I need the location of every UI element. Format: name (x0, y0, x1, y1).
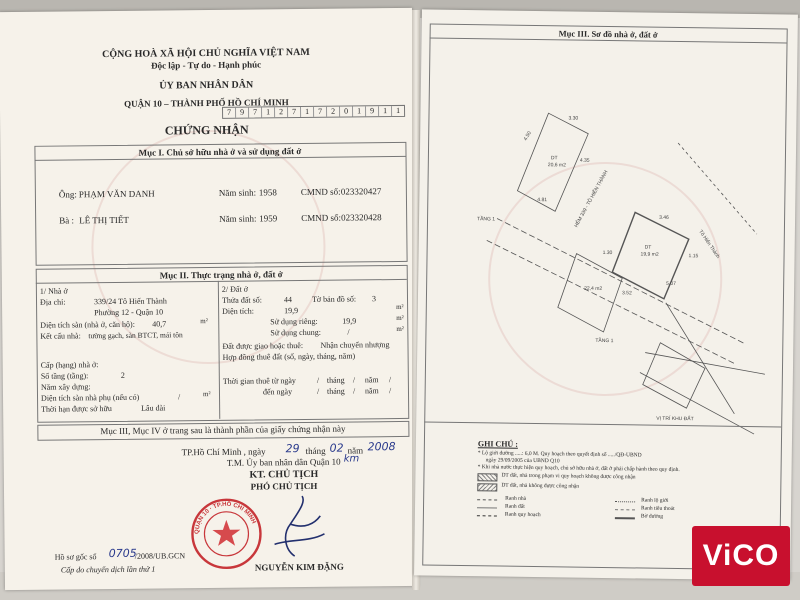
district: QUẬN 10 – THÀNH PHỐ HỒ CHÍ MINH (124, 97, 289, 109)
lease-from-month: / (352, 375, 356, 385)
authority: ỦY BAN NHÂN DÂN (159, 79, 254, 92)
signing-month-label: tháng (305, 445, 326, 456)
plot-dim-6: 1.15 (688, 253, 699, 260)
floor-area: 40,7 (152, 319, 167, 329)
issue-note: Cấp do chuyển dịch lần thứ 1 (60, 564, 156, 575)
private-area: 19,9 (342, 316, 357, 326)
serial-digit: 7 (288, 107, 301, 117)
section-3-note: Mục III, Mục IV ở trang sau là thành phần của giấy chứng nhận này (100, 423, 346, 437)
note-line-2: ngày 29/09/2005 của UBND Q10 (485, 457, 560, 465)
vice-chairman: PHÓ CHỦ TỊCH (250, 480, 318, 492)
lease-contract-label: Hợp đồng thuê đất (số, ngày, tháng, năm) (222, 351, 356, 362)
serial-digit: 2 (275, 107, 288, 117)
owner2-name: LÊ THỊ TIẾT (79, 214, 129, 226)
owner1-birth-label: Năm sinh: (218, 187, 257, 198)
seal-ring-text: QUẬN 10 · TP.HỒ CHÍ MINH (194, 501, 257, 535)
plot-area-2: 19,9 m2 (640, 251, 659, 258)
plot-floor-label: TẦNG 1 (477, 216, 496, 223)
plot-dim-8: 5.07 (666, 280, 676, 287)
document-title: CHỨNG NHẬN (164, 122, 249, 138)
serial-digit: 1 (262, 107, 275, 117)
owner1-id-label: CMND số: (300, 186, 341, 198)
map-label: Tờ bản đồ số: (311, 294, 357, 304)
serial-digit: 1 (301, 107, 314, 117)
plot-dt-label-2: DT (644, 244, 652, 251)
file-number: 0705 (108, 546, 137, 561)
section-2-title: Mục II. Thực trạng nhà ở, đất ở (159, 269, 283, 281)
signing-month: 02 (329, 441, 344, 455)
section-1-title: Mục I. Chủ sở hữu nhà ở và sử dụng đất ở (138, 146, 302, 158)
plot-road-name: HẺM 339 - TÔ HIẾN THÀNH (573, 169, 610, 229)
legend-swatch-planning (477, 473, 497, 481)
plot-area-1: 20,6 m2 (547, 162, 566, 169)
lease-to-day: / (316, 386, 320, 396)
serial-number (222, 105, 405, 119)
address-label: Địa chỉ: (39, 297, 66, 307)
serial-digit: 9 (366, 106, 379, 116)
lease-to-month-label: tháng (326, 386, 345, 396)
parcel: 44 (283, 295, 293, 305)
committee: T.M. Ủy ban nhân dân Quận 10 (226, 456, 341, 468)
note-line-4: DT đất, nhà trong phạm vi quy hoạch không được công nhận (501, 472, 636, 481)
nation-title: CỘNG HOÀ XÃ HỘI CHỦ NGHĨA VIỆT NAM (102, 46, 310, 61)
shared-area-unit: m² (396, 324, 404, 334)
note-line-1: * Lộ giới đường .....: 6,0 M. Quy hoạch theo quyết định số ...../QĐ-UBND (477, 450, 642, 459)
site-plan-drawing (424, 40, 786, 445)
shared-label: Sử dụng chung: (270, 327, 321, 338)
floor-area-unit: m² (200, 317, 208, 326)
signer-name: NGUYỄN KIM ĐẶNG (254, 561, 344, 573)
ownership-term-label: Thời hạn được sở hữu (41, 404, 112, 414)
plot-street-name: Tô Hiến Thành (697, 229, 721, 260)
vico-logo (692, 526, 790, 586)
address-line1: 339/24 Tô Hiến Thành (93, 296, 167, 307)
plot-floor-label-2: TẦNG 1 (595, 337, 614, 345)
plot-area-3: 22,4 m2 (584, 285, 603, 292)
floors: 2 (120, 370, 125, 380)
motto: Độc lập - Tự do - Hạnh phúc (150, 59, 262, 71)
shared-area: / (347, 327, 350, 337)
parcel-label: Thửa đất số: (221, 295, 262, 305)
owner1-prefix: Ông: (58, 189, 77, 200)
land-area: 19,9 (284, 306, 299, 316)
owner2-id: 023320428 (341, 212, 382, 223)
serial-digit: 2 (327, 107, 340, 117)
serial-digit: 7 (314, 107, 327, 117)
legend-swatch-unrecognized (477, 483, 497, 491)
owner1-id: 023320427 (340, 186, 382, 197)
official-seal (190, 497, 263, 570)
legend-planning: Ranh quy hoạch (504, 511, 541, 519)
plot-dim-7: 3.52 (621, 290, 632, 297)
aux-area-unit: m² (202, 389, 211, 399)
plot-dt-label: DT (550, 155, 558, 162)
legend-drainage: Ranh tiêu thoát (640, 505, 675, 512)
private-area-unit: m² (396, 313, 404, 323)
allocation-label: Đất được giao hoặc thuê: (222, 341, 304, 351)
owner2-prefix: Bà : (59, 215, 74, 226)
legend-line-road-edge (615, 517, 635, 519)
land-area-label: Diện tích: (222, 306, 254, 316)
note-line-3: * Khi nhà nước thực hiện quy hoạch, chủ sở hữu nhà ở, đất ở phải chấp hành theo quy định. (477, 464, 680, 474)
legend-road-boundary: Ranh lộ giới (641, 497, 669, 504)
plot-dim-2: 3.30 (568, 115, 579, 122)
house-heading: 1/ Nhà ở (39, 286, 68, 296)
signing-place: TP.Hồ Chí Minh , ngày (181, 446, 266, 458)
map-number: 3 (371, 294, 377, 304)
legend-land: Ranh đất (504, 503, 525, 510)
lease-from-month-label: tháng (326, 375, 345, 385)
floor-area-label: Diện tích sàn (nhà ở, căn hộ): (40, 319, 135, 330)
serial-digit: 7 (223, 108, 236, 118)
owner1-birth: 1958 (258, 187, 277, 198)
ownership-term: Lâu dài (141, 403, 166, 413)
address-line2: Phường 12 - Quận 10 (94, 307, 164, 318)
signing-year: 2008 (367, 440, 396, 454)
serial-digit: 7 (249, 107, 262, 117)
aux-area-label: Diện tích sàn nhà phụ (nếu có) (40, 392, 140, 403)
structure: tường gạch, sàn BTCT, mái tôn (88, 330, 183, 341)
lease-to-label: đến ngày (262, 387, 293, 397)
file-suffix: /2008/UB.GCN (134, 551, 186, 561)
lease-to-year-label: năm (364, 386, 379, 396)
lease-from-day: / (316, 375, 320, 385)
owner1-name: PHẠM VĂN DANH (78, 188, 155, 200)
land-area-unit: m² (396, 302, 404, 312)
lease-to-year: / (388, 386, 392, 396)
grade-label: Cấp (hạng) nhà ở: (40, 360, 99, 370)
plot-position-label: VỊ TRÍ KHU ĐẤT (656, 415, 694, 423)
legend-road-edge: Bờ đường (640, 513, 664, 520)
lease-from-year-label: năm (364, 375, 379, 385)
signing-day: 29 (285, 442, 300, 456)
build-year-label: Năm xây dựng: (40, 382, 91, 392)
committee-mark: km (343, 453, 360, 465)
file-label: Hồ sơ gốc số (54, 552, 97, 562)
note-line-5: DT đất, nhà không được công nhận (501, 482, 580, 490)
certificate-right-page (414, 9, 798, 580)
signing-year-label: năm (347, 445, 364, 456)
serial-digit: 9 (236, 108, 249, 118)
plot-dim-1: 4.50 (522, 130, 533, 142)
lease-from-year: / (388, 375, 392, 385)
plot-dim-5: 3.46 (659, 214, 669, 221)
parcel-position (642, 343, 705, 409)
kt-chairman: KT. CHỦ TỊCH (249, 468, 319, 481)
section-owners (34, 142, 407, 266)
serial-digit: 1 (395, 105, 401, 116)
serial-digit: 1 (353, 106, 366, 116)
plot-dim-9: 1.30 (602, 249, 613, 257)
certificate-left-page (0, 8, 418, 590)
lease-from-label: Thời gian thuê từ ngày (222, 376, 296, 386)
aux-area: / (177, 392, 181, 402)
private-label: Sử dụng riêng: (270, 316, 318, 327)
legend-house: Ranh nhà (505, 495, 527, 502)
floors-label: Số tầng (tầng): (40, 371, 89, 381)
serial-digit: 0 (340, 106, 353, 116)
land-heading: 2/ Đất ở (221, 284, 248, 294)
structure-label: Kết cấu nhà: (40, 331, 81, 341)
vico-logo-text: ViCO (702, 539, 780, 572)
owner2-birth-label: Năm sinh: (219, 213, 257, 224)
allocation: Nhận chuyển nhượng (320, 340, 390, 350)
chairman-signature (254, 494, 345, 565)
diagram-title: Mục III. Sơ đồ nhà ở, đất ở (558, 28, 658, 40)
lease-to-month: / (352, 386, 356, 396)
plot-dim-4: 4.81 (537, 197, 548, 204)
owner2-id-label: CMND số: (301, 212, 341, 224)
plot-dim-3: 4.35 (579, 157, 590, 164)
serial-digit: 1 (379, 106, 392, 116)
notes-title: GHI CHÚ : (477, 439, 518, 449)
owner2-birth: 1959 (259, 213, 278, 224)
